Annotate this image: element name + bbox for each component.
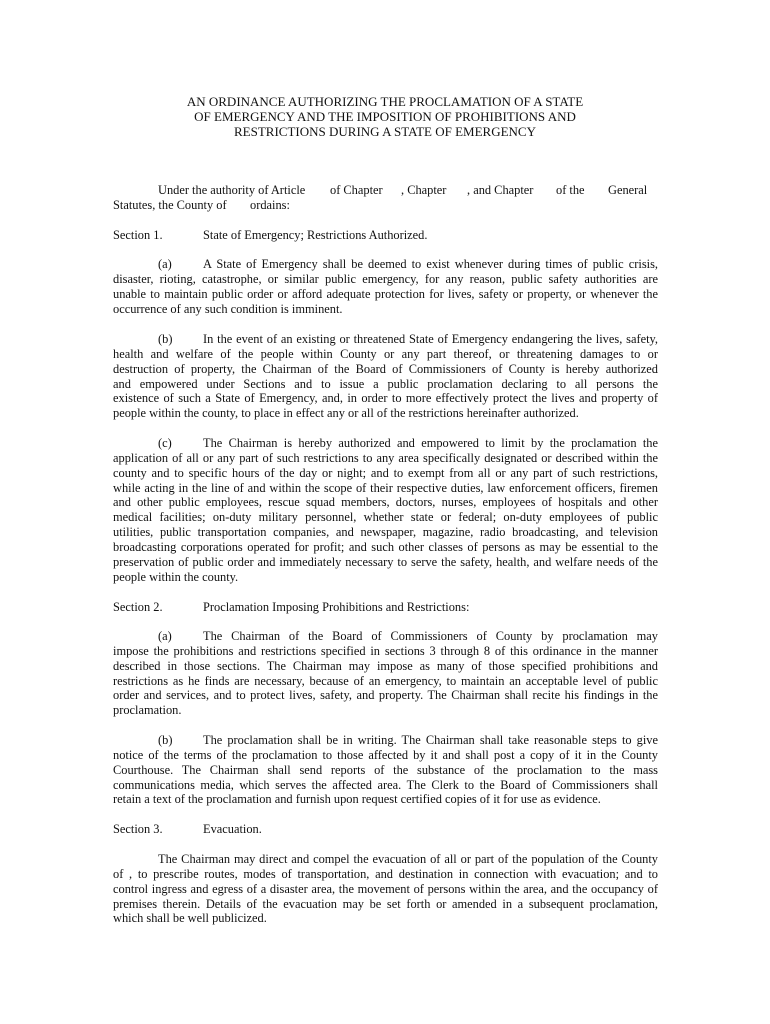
section-1-b-line: and empowered under Sections and to issue a public proclamation declaring to all persons the	[113, 376, 658, 391]
section-2-b-line: Courthouse. The Chairman shall send reports of the substance of the proclamation to the mass	[113, 762, 658, 777]
section-1-a-line: occurrence of any such condition is imminent.	[113, 301, 343, 316]
preamble-part-7: Statutes, the County of	[113, 198, 227, 212]
preamble-part-8: ordains:	[250, 198, 290, 212]
section-1-c-line: application of all or any part of such restrictions to any area specifically designated or described within the	[113, 450, 658, 465]
section-1-c-line: people within the county.	[113, 569, 239, 584]
section-1-c-line: and other public employees, rescue squad members, doctors, nurses, employees of hospitals and other	[113, 495, 658, 510]
title-line-3: RESTRICTIONS DURING A STATE OF EMERGENCY	[234, 124, 536, 139]
preamble-part-3: , Chapter	[401, 183, 447, 197]
ordinance-title	[0, 94, 770, 139]
section-1-a-line: disaster, rioting, catastrophe, or similar public emergency, for any reason, public safety authorities are	[113, 271, 658, 286]
title-line-2: OF EMERGENCY AND THE IMPOSITION OF PROHIBITIONS AND	[194, 109, 576, 124]
section-2-heading: Proclamation Imposing Prohibitions and Restrictions:	[203, 600, 470, 614]
preamble-part-1: Under the authority of Article	[158, 183, 306, 197]
section-2-b-line: communications media, which serves the affected area. The Clerk to the Board of Commissioners shall	[113, 777, 658, 792]
section-1-c-line: while acting in the line of and within the scope of their respective duties, law enforcement officers, firemen	[113, 480, 658, 495]
section-1-c-label: (c)	[158, 436, 172, 450]
section-3-paragraph	[113, 852, 658, 926]
section-2-a-line: order and services, and to protect lives, safety, and property. The Chairman shall recite his findings in the	[113, 688, 658, 703]
section-3-number: Section 3.	[113, 822, 163, 836]
section-2-a-line: proclamation.	[113, 703, 182, 718]
section-1-c-line: broadcasting corporations operated for profit; and such other classes of persons as may be essential to the	[113, 539, 658, 554]
section-1-b-line: health and welfare of the people within County or any part thereof, or threatening damages to or	[113, 346, 658, 361]
section-1-c-line: preservation of public order and immediately necessary to serve the safety, health, and welfare needs of the	[113, 554, 658, 569]
preamble-part-5: of the	[556, 183, 585, 197]
section-1-number: Section 1.	[113, 228, 163, 242]
section-1-b-line: people within the county, to place in effect any or all of the restrictions hereinafter authorized.	[113, 406, 579, 421]
section-1-a-line: A State of Emergency shall be deemed to exist whenever during times of public crisis,	[203, 257, 658, 271]
section-3-line: control ingress and egress of a disaster area, the movement of persons within the area, and the occupancy of	[113, 881, 658, 896]
section-3-line: of , to prescribe routes, modes of transportation, and destination in connection with evacuation; and to	[113, 866, 658, 881]
section-1-a-line: unable to maintain public order or afford adequate protection for lives, safety or property, or whenever the	[113, 286, 658, 301]
section-1-heading: State of Emergency; Restrictions Authorized.	[203, 228, 428, 242]
section-3-heading: Evacuation.	[203, 822, 262, 836]
section-1-a-label: (a)	[158, 257, 172, 271]
section-2-number: Section 2.	[113, 600, 163, 614]
section-1-paragraph-a	[113, 257, 658, 316]
section-2-b-line: retain a text of the proclamation and furnish upon request certified copies of it for use as evidence.	[113, 792, 601, 807]
section-2-b-line: The proclamation shall be in writing. The Chairman shall take reasonable steps to give	[203, 733, 658, 747]
section-2-paragraph-b	[113, 733, 658, 807]
section-1-b-line: destruction of property, the Chairman of the Board of Commissioners of County is hereby authorized	[113, 361, 658, 376]
preamble-part-2: of Chapter	[330, 183, 383, 197]
section-2-a-line: described in those sections. The Chairman may impose as many of those specified prohibitions and	[113, 658, 658, 673]
section-2-paragraph-a	[113, 629, 658, 718]
section-2-b-line: notice of the terms of the proclamation to those affected by it and shall post a copy of it in the County	[113, 747, 658, 762]
section-1-c-line: The Chairman is hereby authorized and empowered to limit by the proclamation the	[203, 436, 658, 450]
section-3-line: premises therein. Details of the evacuation may be set forth or amended in a subsequent proclamation,	[113, 896, 658, 911]
title-line-1: AN ORDINANCE AUTHORIZING THE PROCLAMATION OF A STATE	[186, 94, 584, 109]
section-2-b-label: (b)	[158, 733, 173, 747]
section-1-c-line: utilities, public transportation companies, and newspaper, magazine, radio broadcasting, and television	[113, 525, 658, 540]
section-2-a-label: (a)	[158, 629, 172, 643]
preamble-part-6: General	[608, 183, 648, 197]
section-1-c-line: county and to specific hours of the day or night; and to exempt from all or any part of such restrictions,	[113, 465, 658, 480]
section-1-b-label: (b)	[158, 332, 173, 346]
section-1-paragraph-b	[113, 332, 658, 421]
section-2-a-line: The Chairman of the Board of Commissioners of County by proclamation may	[203, 629, 658, 643]
section-2-a-line: restrictions as he finds are necessary, because of an emergency, to maintain an acceptable level of public	[113, 673, 658, 688]
section-1-c-line: medical facilities; on-duty military personnel, whether state or federal; on-duty employees of public	[113, 510, 658, 525]
section-1-b-line: In the event of an existing or threatened State of Emergency endangering the lives, safety,	[203, 332, 658, 346]
section-3-line: The Chairman may direct and compel the evacuation of all or part of the population of the County	[158, 852, 658, 866]
section-3-line: which shall be well publicized.	[113, 911, 267, 926]
section-2-a-line: impose the prohibitions and restrictions specified in sections 3 through 8 of this ordinance in the manner	[113, 643, 658, 658]
section-1-paragraph-c	[113, 436, 658, 584]
section-1-b-line: existence of such a State of Emergency, and, in order to more effectively protect the lives and property of	[113, 391, 658, 406]
preamble-part-4: , and Chapter	[467, 183, 534, 197]
